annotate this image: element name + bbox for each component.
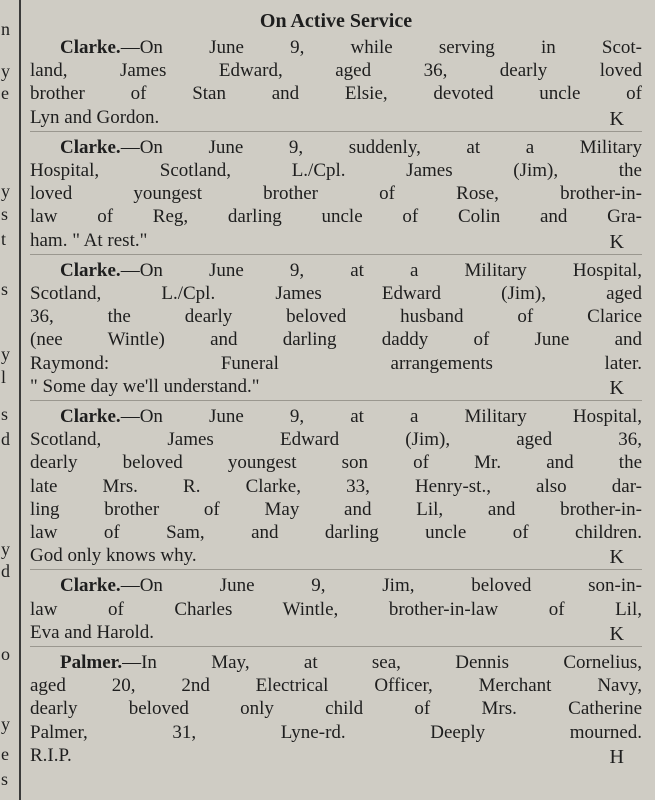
notice-line (30, 451, 642, 474)
notice-text: R.I.P. (30, 744, 72, 766)
notice-text: —On June 9, while serving in Scot- (120, 37, 642, 58)
fragment: y (1, 714, 10, 734)
notice-text: land, James Edward, aged 36, dearly loved (30, 60, 642, 82)
notice-line (30, 282, 642, 305)
notice-text: " Some day we'll understand." (30, 375, 260, 397)
fragment: o (1, 644, 10, 664)
notice-line (30, 674, 642, 697)
notice-line (30, 352, 642, 375)
notice-line (30, 36, 642, 59)
fragment: e (1, 744, 9, 764)
notice-text: —On June 9, at a Military Hospital, (120, 406, 642, 428)
notice-text: aged 20, 2nd Electrical Officer, Merchant Navy, (30, 675, 642, 697)
notice-line (30, 521, 642, 544)
notice-text: dearly beloved only child of Mrs. Catherine (30, 698, 642, 720)
notice-line (30, 651, 642, 674)
death-notice (30, 574, 642, 647)
notice-text: law of Sam, and darling uncle of children. (30, 522, 642, 544)
notice-text: God only knows why. (30, 545, 197, 567)
notice-text: ling brother of May and Lil, and brother-in- (30, 498, 642, 520)
notice-text: ham. " At rest." (30, 229, 148, 251)
notice-list (30, 36, 642, 769)
notice-text: late Mrs. R. Clarke, 33, Henry-st., also dar- (30, 475, 642, 497)
notice-line (30, 574, 642, 597)
fragment: s (1, 204, 9, 224)
fragment: d (1, 561, 10, 581)
notice-text: Scotland, L./Cpl. James Edward (Jim), aged (30, 283, 642, 305)
fragment: t (1, 229, 7, 249)
notice-surname: Clarke. (60, 259, 121, 281)
notice-line (30, 744, 642, 767)
notice-line (30, 59, 642, 82)
fragment: d (1, 429, 10, 449)
notice-text: brother of Stan and Elsie, devoted uncle of (30, 83, 642, 105)
notice-signature: K (609, 622, 624, 645)
fragment: s (1, 279, 9, 299)
notice-line (30, 136, 642, 159)
notice-line (30, 498, 642, 521)
notice-surname: Clarke. (60, 575, 121, 597)
notice-line (30, 205, 642, 228)
section-heading: On Active Service (259, 10, 413, 32)
notice-line (30, 305, 642, 328)
notice-text: Raymond: Funeral arrangements later. (30, 352, 642, 374)
fragment: y (1, 539, 10, 559)
notice-surname: Clarke. (60, 406, 121, 428)
notice-surname: Clarke. (60, 136, 121, 158)
fragment: l (1, 367, 7, 387)
notice-line (30, 106, 642, 129)
notice-text: Lyn and Gordon. (30, 106, 160, 128)
notice-text: loved youngest brother of Rose, brother-in- (30, 183, 642, 205)
notice-line (30, 475, 642, 498)
notice-line (30, 229, 642, 252)
fragment: n (1, 19, 10, 39)
notice-line (30, 405, 642, 428)
fragment: y (1, 344, 10, 364)
notice-line (30, 428, 642, 451)
notice-line (30, 721, 642, 744)
notice-text: law of Charles Wintle, brother-in-law of Lil, (30, 598, 642, 620)
notice-signature: K (609, 376, 624, 399)
notice-text: (nee Wintle) and darling daddy of June and (30, 329, 642, 351)
notice-line (30, 544, 642, 567)
fragment: y (1, 181, 10, 201)
notice-surname: Clarke. (60, 37, 121, 58)
notice-signature: H (609, 745, 624, 768)
fragment: y (1, 61, 10, 81)
notice-text: —On June 9, Jim, beloved son-in- (120, 575, 642, 597)
notice-text: —On June 9, at a Military Hospital, (120, 259, 642, 281)
notice-signature: K (609, 546, 624, 569)
notice-signature: K (609, 230, 624, 253)
column-rule (19, 0, 21, 800)
notice-text: dearly beloved youngest son of Mr. and the (30, 452, 642, 474)
fragment: s (1, 769, 9, 789)
death-notice (30, 136, 642, 255)
notice-text: —In May, at sea, Dennis Cornelius, (122, 652, 642, 674)
death-notice (30, 651, 642, 769)
notice-text: 36, the dearly beloved husband of Clarice (30, 306, 642, 328)
notice-surname: Palmer. (60, 652, 123, 674)
notice-line (30, 259, 642, 282)
notice-line (30, 598, 642, 621)
fragment: s (1, 404, 9, 424)
notice-line (30, 697, 642, 720)
fragment: e (1, 83, 9, 103)
notice-line (30, 375, 642, 398)
notice-line (30, 159, 642, 182)
notice-text: law of Reg, darling uncle of Colin and Gra- (30, 206, 642, 228)
death-notice (30, 259, 642, 401)
notices-column (30, 8, 642, 773)
notice-text: Eva and Harold. (30, 621, 154, 643)
notice-text: —On June 9, suddenly, at a Military (120, 136, 642, 158)
adjacent-column-fragments (0, 0, 14, 800)
notice-line (30, 182, 642, 205)
notice-text: Palmer, 31, Lyne-rd. Deeply mourned. (30, 721, 642, 743)
notice-line (30, 82, 642, 105)
notice-text: Scotland, James Edward (Jim), aged 36, (30, 429, 642, 451)
notice-text: Hospital, Scotland, L./Cpl. James (Jim), the (30, 160, 642, 182)
notice-line (30, 328, 642, 351)
death-notice (30, 405, 642, 570)
notice-line (30, 621, 642, 644)
death-notice (30, 36, 642, 132)
notice-signature: K (609, 107, 624, 130)
